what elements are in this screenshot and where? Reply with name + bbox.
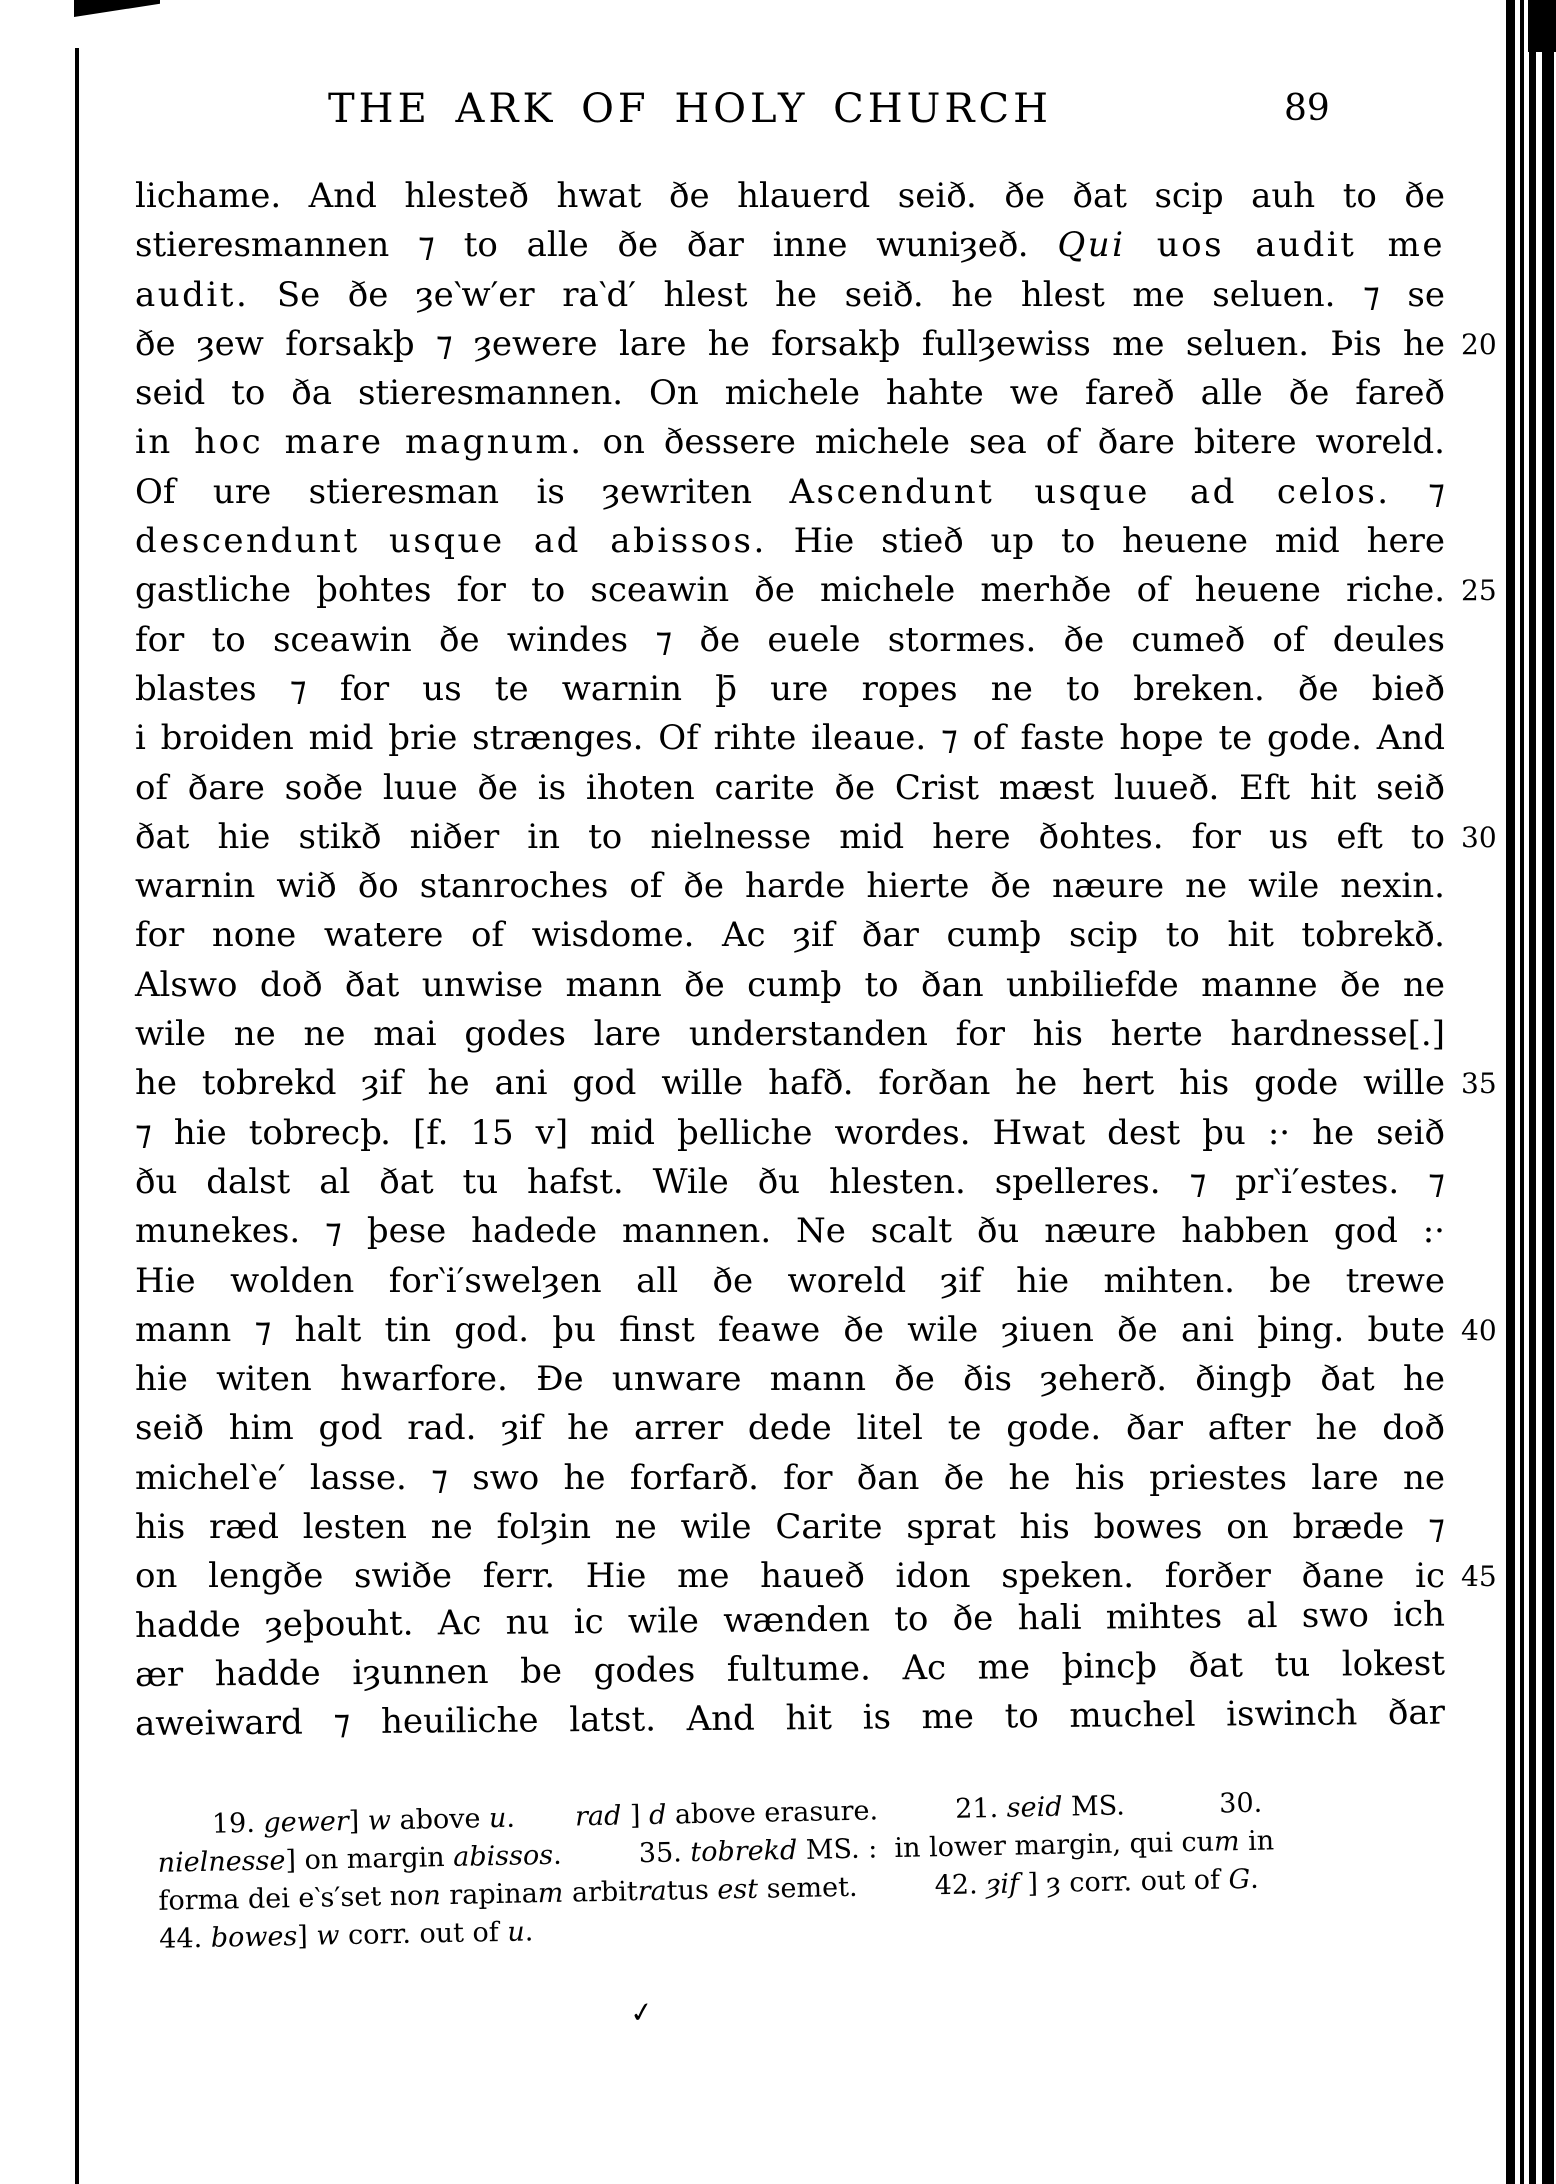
margin-line-number: 40 bbox=[1461, 1313, 1497, 1347]
text-line bbox=[135, 1010, 1507, 1059]
text-line bbox=[135, 1207, 1507, 1256]
margin-line-number bbox=[1445, 1207, 1507, 1256]
text-line bbox=[135, 1503, 1507, 1552]
text-line bbox=[135, 1109, 1507, 1158]
footnote-apparatus bbox=[157, 1781, 1438, 1959]
margin-line-number bbox=[1445, 911, 1507, 960]
line-text: ⁊ hie tobrecþ. [f. 15 v] mid þelliche wordes. Hwat dest þu :· he seið bbox=[135, 1112, 1445, 1153]
margin-line-number: 30 bbox=[1461, 820, 1497, 854]
text-line bbox=[135, 566, 1507, 615]
margin-line-number: 45 bbox=[1461, 1560, 1497, 1594]
running-header-title: THE ARK OF HOLY CHURCH bbox=[328, 86, 1052, 132]
margin-line-number bbox=[1445, 1404, 1507, 1453]
line-text: he tobrekd ȝif he ani god wille hafð. forðan he hert his gode wille bbox=[135, 1063, 1445, 1104]
scan-artifact-corner-wedge bbox=[74, 0, 160, 17]
line-text: stieresmannen ⁊ to alle ðe ðar inne wuniȝeð. Qui uos audit me bbox=[135, 225, 1445, 266]
line-text: Hie wolden for‵i′swelȝen all ðe woreld ȝif hie mihten. be trewe bbox=[135, 1260, 1445, 1301]
scan-artifact-spine-line-1 bbox=[1506, 0, 1515, 2184]
text-line bbox=[135, 665, 1507, 714]
line-text: Of ure stieresman is ȝewriten Ascendunt usque ad celos. ⁊ bbox=[135, 471, 1445, 512]
line-text: ðat hie stikð niðer in to nielnesse mid here ðohtes. for us eft to bbox=[135, 816, 1445, 857]
footnote-line: forma dei e‵s′set non rapinam arbitratus est semet. 42. ȝif ] ȝ corr. out of G. bbox=[158, 1863, 1260, 1917]
margin-line-number bbox=[1445, 1503, 1507, 1552]
line-text: seið him god rad. ȝif he arrer dede litel te gode. ðar after he doð bbox=[135, 1408, 1445, 1449]
text-line bbox=[135, 271, 1507, 320]
line-text: blastes ⁊ for us te warnin þ̄ ure ropes ne to breken. ðe bieð bbox=[135, 668, 1445, 709]
line-text: michel‵e′ lasse. ⁊ swo he forfarð. for ðan ðe he his priestes lare ne bbox=[135, 1457, 1445, 1498]
scan-artifact-spine-line-2 bbox=[1520, 0, 1524, 2184]
line-text: his ræd lesten ne folȝin ne wile Carite sprat his bowes on bræde ⁊ bbox=[135, 1507, 1445, 1548]
margin-line-number bbox=[1445, 714, 1507, 763]
margin-line-number bbox=[1445, 221, 1507, 270]
line-text: hie witen hwarfore. Ðe unware mann ðe ðis ȝeherð. ðingþ ðat he bbox=[135, 1359, 1445, 1400]
body-text bbox=[135, 172, 1507, 1750]
margin-line-number bbox=[1445, 172, 1507, 221]
text-line bbox=[135, 813, 1507, 862]
line-text: for none watere of wisdome. Ac ȝif ðar cumþ scip to hit tobrekð. bbox=[135, 915, 1445, 956]
line-text: ðe ȝew forsakþ ⁊ ȝewere lare he forsakþ fullȝewiss me seluen. Þis he bbox=[135, 323, 1445, 364]
margin-line-number bbox=[1445, 862, 1507, 911]
line-text: lichame. And hlesteð hwat ðe hlauerd seið. ðe ðat scip auh to ðe bbox=[135, 176, 1445, 216]
text-line bbox=[135, 418, 1507, 467]
margin-line-number: 35 bbox=[1461, 1067, 1497, 1101]
margin-line-number: 20 bbox=[1461, 327, 1497, 361]
line-text: mann ⁊ halt tin god. þu finst feawe ðe wile ȝiuen ðe ani þing. bute bbox=[135, 1309, 1445, 1350]
check-mark: ✓ bbox=[627, 1994, 656, 2031]
margin-line-number bbox=[1445, 369, 1507, 418]
line-text: ðu dalst al ðat tu hafst. Wile ðu hlesten. spelleres. ⁊ pr‵i′estes. ⁊ bbox=[135, 1161, 1445, 1202]
line-text: wile ne ne mai godes lare understanden for his herte hardnesse[.] bbox=[135, 1014, 1445, 1055]
text-line bbox=[135, 320, 1507, 369]
margin-line-number bbox=[1445, 1158, 1507, 1207]
line-text: i broiden mid þrie strænges. Of rihte ileaue. ⁊ of faste hope te gode. And bbox=[135, 718, 1445, 759]
line-text: of ðare soðe luue ðe is ihoten carite ðe Crist mæst luueð. Eft hit seið bbox=[135, 767, 1445, 808]
margin-line-number bbox=[1445, 517, 1507, 566]
line-text: hadde ȝeþouht. Ac nu ic wile wænden to ðe hali mihtes al swo ich bbox=[134, 1594, 1446, 1646]
margin-line-number bbox=[1445, 1355, 1507, 1404]
margin-line-number: 25 bbox=[1461, 574, 1497, 608]
line-text: on lengðe swiðe ferr. Hie me haueð idon speken. forðer ðane ic bbox=[135, 1556, 1445, 1597]
text-line bbox=[135, 468, 1507, 517]
text-line bbox=[135, 1454, 1507, 1503]
line-text: munekes. ⁊ þese hadede mannen. Ne scalt ðu næure habben god :· bbox=[135, 1211, 1445, 1252]
scan-artifact-corner-blob bbox=[1528, 0, 1556, 52]
text-line bbox=[135, 1158, 1507, 1207]
line-text: seid to ða stieresmannen. On michele hahte we fareð alle ðe fareð bbox=[135, 373, 1445, 414]
text-line bbox=[135, 221, 1507, 270]
margin-line-number bbox=[1445, 1688, 1507, 1738]
text-line bbox=[135, 517, 1507, 566]
margin-line-number bbox=[1445, 271, 1507, 320]
margin-line-number bbox=[1445, 418, 1507, 467]
margin-line-number bbox=[1445, 1257, 1507, 1306]
line-text: aweiward ⁊ heuiliche latst. And hit is me to muchel iswinch ðar bbox=[134, 1692, 1446, 1745]
line-text: gastliche þohtes for to sceawin ðe michele merhðe of heuene riche. bbox=[135, 570, 1445, 611]
line-text: in hoc mare magnum. on ðessere michele sea of ðare bitere woreld. bbox=[135, 422, 1445, 463]
text-line bbox=[135, 1404, 1507, 1453]
line-text: warnin wið ðo stanroches of ðe harde hierte ðe næure ne wile nexin. bbox=[135, 866, 1445, 907]
margin-line-number bbox=[1445, 665, 1507, 714]
margin-line-number bbox=[1445, 1639, 1507, 1689]
margin-line-number bbox=[1445, 1454, 1507, 1503]
footnote-line: 19. gewer] w above u. rad ] d above erasure. 21. seid MS. 30. bbox=[211, 1787, 1263, 1840]
line-text: audit. Se ðe ȝe‵w′er ra‵d′ hlest he seið. he hlest me seluen. ⁊ se bbox=[135, 274, 1445, 315]
text-line bbox=[135, 862, 1507, 911]
line-text: ær hadde iȝunnen be godes fultume. Ac me þincþ ðat tu lokest bbox=[134, 1643, 1446, 1695]
text-line bbox=[135, 1355, 1507, 1404]
margin-line-number bbox=[1445, 616, 1507, 665]
margin-line-number bbox=[1445, 1590, 1507, 1640]
text-line bbox=[135, 172, 1507, 221]
text-line bbox=[135, 714, 1507, 763]
text-line bbox=[135, 1306, 1507, 1355]
footnote-line: nielnesse] on margin abissos. 35. tobrekd MS. : in lower margin, qui cum in bbox=[157, 1825, 1275, 1879]
text-line bbox=[135, 961, 1507, 1010]
scan-artifact-spine-line-3 bbox=[1529, 0, 1536, 2184]
page-number: 89 bbox=[1284, 88, 1330, 129]
text-line bbox=[135, 1688, 1507, 1749]
scan-artifact-spine-line-4 bbox=[1542, 0, 1554, 2184]
scan-artifact-left-rule bbox=[75, 48, 79, 2184]
footnote-line: 44. bowes] w corr. out of u. bbox=[158, 1916, 534, 1955]
text-line bbox=[135, 1257, 1507, 1306]
line-text: descendunt usque ad abissos. Hie stieð up to heuene mid here bbox=[135, 521, 1445, 562]
text-line bbox=[135, 616, 1507, 665]
text-line bbox=[135, 911, 1507, 960]
margin-line-number bbox=[1445, 764, 1507, 813]
margin-line-number bbox=[1445, 961, 1507, 1010]
text-line bbox=[135, 764, 1507, 813]
margin-line-number bbox=[1445, 1109, 1507, 1158]
text-line bbox=[135, 1059, 1507, 1108]
line-text: Alswo doð ðat unwise mann ðe cumþ to ðan unbiliefde manne ðe ne bbox=[135, 964, 1445, 1005]
text-line bbox=[135, 369, 1507, 418]
margin-line-number bbox=[1445, 468, 1507, 517]
margin-line-number bbox=[1445, 1010, 1507, 1059]
line-text: for to sceawin ðe windes ⁊ ðe euele stormes. ðe cumeð of deules bbox=[135, 619, 1445, 660]
